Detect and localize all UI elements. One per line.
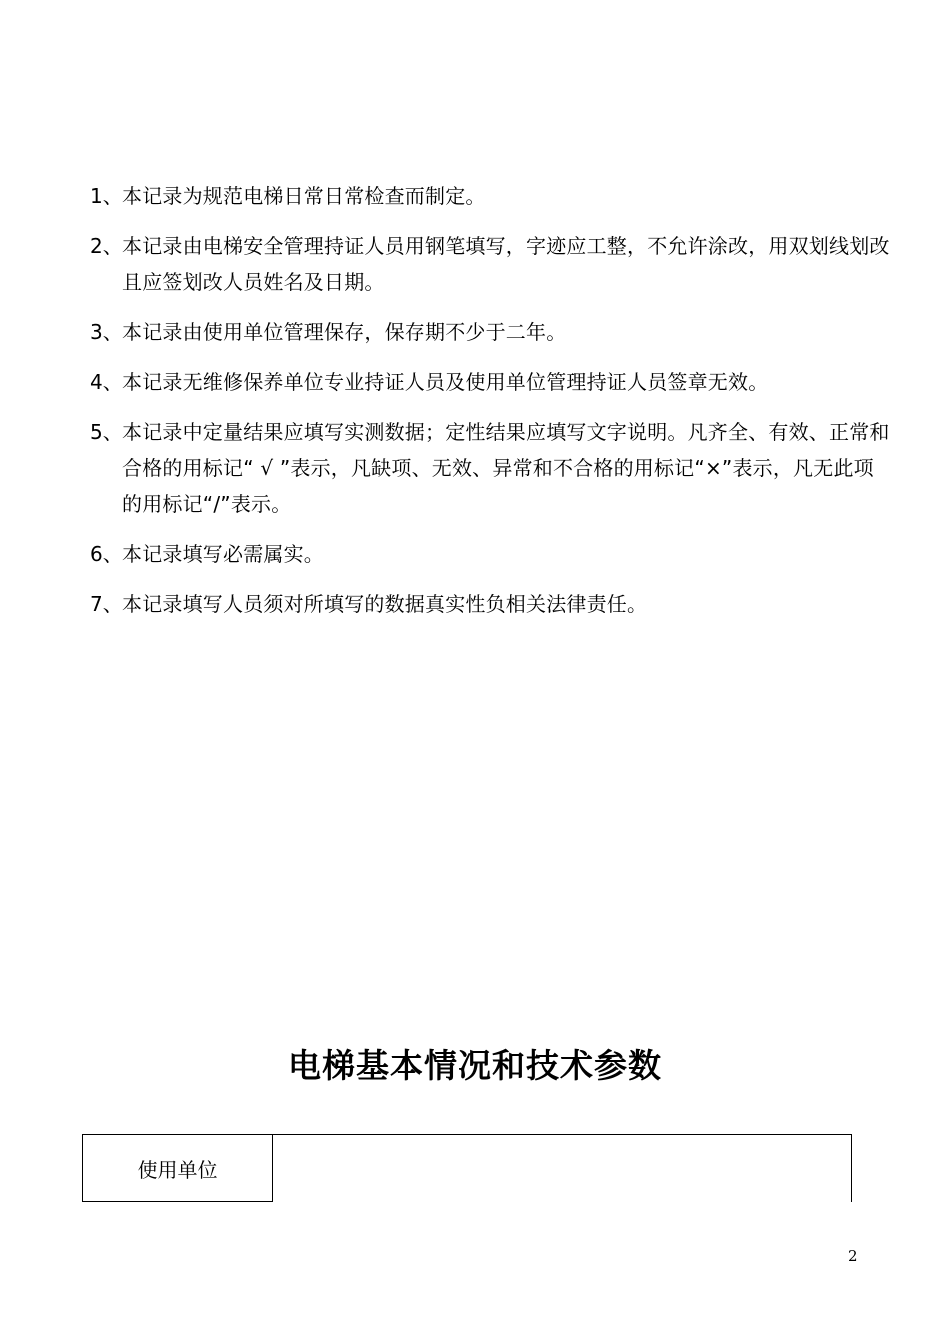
note-number: 7、 xyxy=(90,592,123,616)
note-number: 5、 xyxy=(90,420,123,444)
note-item-1 xyxy=(90,178,890,214)
section-title: 电梯基本情况和技术参数 xyxy=(288,1046,662,1085)
note-item-3 xyxy=(90,314,890,350)
note-text: 本记录由使用单位管理保存，保存期不少于二年。 xyxy=(122,320,567,344)
note-item-4 xyxy=(90,364,890,400)
page-number: 2 xyxy=(848,1247,858,1265)
note-number: 2、 xyxy=(90,234,123,258)
note-text: 本记录中定量结果应填写实测数据；定性结果应填写文字说明。凡齐全、有效、正常和合格的用标记“ √ ”表示，凡缺项、无效、异常和不合格的用标记“×”表示，凡无此项的用标记“/”表示。 xyxy=(122,420,890,516)
note-item-7 xyxy=(90,586,890,622)
note-text: 本记录为规范电梯日常日常检查而制定。 xyxy=(122,184,486,208)
elevator-info-table xyxy=(82,1134,852,1202)
note-item-5 xyxy=(90,414,890,522)
note-text: 本记录填写人员须对所填写的数据真实性负相关法律责任。 xyxy=(122,592,648,616)
note-text: 本记录填写必需属实。 xyxy=(122,542,324,566)
table-label-cell: 使用单位 xyxy=(83,1135,273,1202)
note-number: 4、 xyxy=(90,370,123,394)
note-number: 6、 xyxy=(90,542,123,566)
note-text: 本记录无维修保养单位专业持证人员及使用单位管理持证人员签章无效。 xyxy=(122,370,769,394)
note-number: 1、 xyxy=(90,184,123,208)
note-item-6 xyxy=(90,536,890,572)
instruction-notes xyxy=(90,178,890,636)
note-text: 本记录由电梯安全管理持证人员用钢笔填写，字迹应工整，不允许涂改，用双划线划改且应签划改人员姓名及日期。 xyxy=(122,234,890,294)
note-item-2 xyxy=(90,228,890,300)
table-value-cell[interactable] xyxy=(273,1135,852,1202)
note-number: 3、 xyxy=(90,320,123,344)
